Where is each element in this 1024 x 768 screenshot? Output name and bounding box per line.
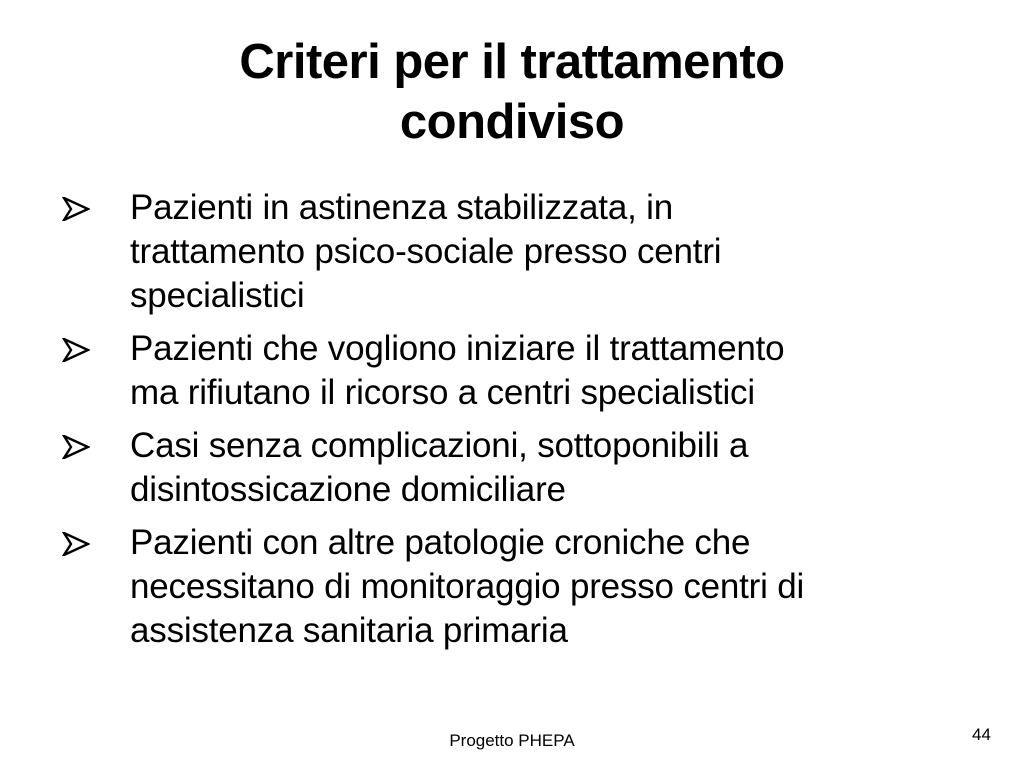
bullet-line: Pazienti che vogliono iniziare il trattamento xyxy=(130,329,785,368)
bullet-line: ma rifiutano il ricorso a centri specialistici xyxy=(130,373,755,412)
bullet-item xyxy=(60,327,990,415)
bullet-line: trattamento psico-sociale presso centri xyxy=(130,232,722,271)
arrowhead-bullet-icon xyxy=(62,532,90,556)
title-line-1: Criteri per il trattamento xyxy=(239,35,785,89)
slide-title xyxy=(0,32,1024,152)
arrowhead-bullet-icon xyxy=(62,435,90,459)
bullet-item xyxy=(60,521,990,653)
title-line-2: condiviso xyxy=(399,95,625,149)
arrowhead-bullet-icon xyxy=(62,197,90,221)
footer-text: Progetto PHEPA xyxy=(449,731,575,750)
bullet-item xyxy=(60,186,990,318)
bullet-line: necessitano di monitoraggio presso centri di xyxy=(130,567,805,606)
bullet-line: assistenza sanitaria primaria xyxy=(130,611,568,650)
bullet-line: disintossicazione domiciliare xyxy=(130,470,566,509)
bullet-item xyxy=(60,424,990,512)
arrowhead-bullet-icon xyxy=(62,338,90,362)
bullet-list xyxy=(60,186,990,662)
slide-number: 44 xyxy=(972,725,991,744)
bullet-line: Pazienti con altre patologie croniche che xyxy=(130,523,751,562)
bullet-line: specialistici xyxy=(130,276,305,315)
bullet-line: Casi senza complicazioni, sottoponibili a xyxy=(130,426,749,465)
bullet-line: Pazienti in astinenza stabilizzata, in xyxy=(130,188,673,227)
